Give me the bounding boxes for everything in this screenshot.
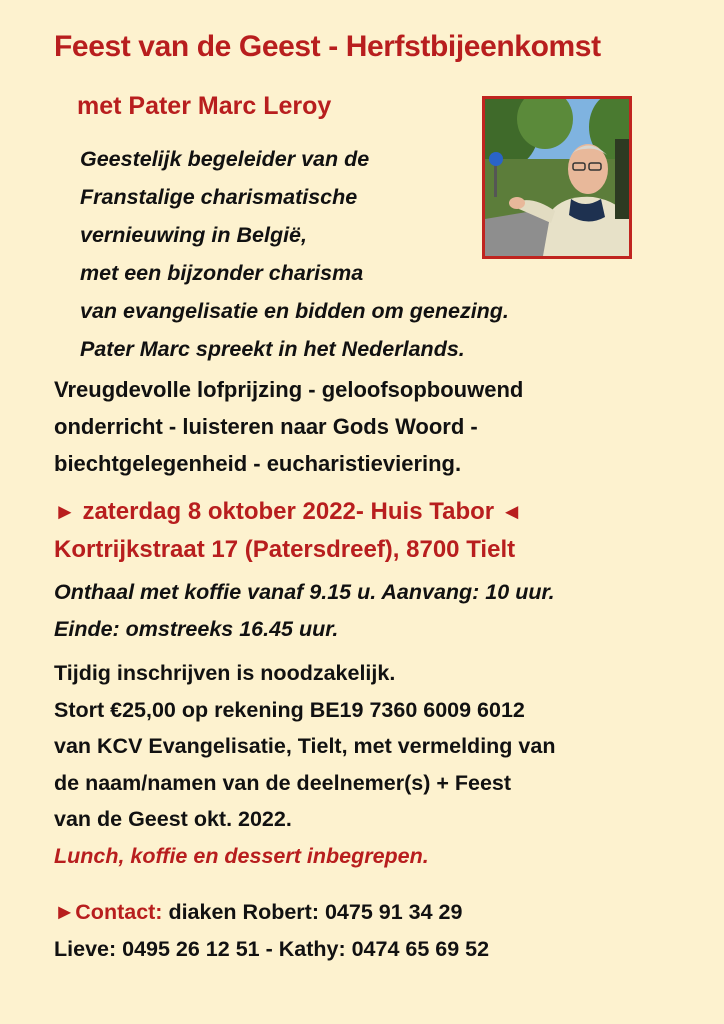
registration-line: Stort €25,00 op rekening BE19 7360 6009 6012: [54, 697, 525, 722]
contact-info: [54, 894, 489, 968]
description-line: Pater Marc spreekt in het Nederlands.: [80, 337, 465, 361]
event-date-place: zaterdag 8 oktober 2022- Huis Tabor: [82, 498, 495, 525]
program-line: onderricht - luisteren naar Gods Woord -: [54, 414, 478, 439]
registration-line: van KCV Evangelisatie, Tielt, met vermelding van: [54, 734, 556, 758]
registration-line: van de Geest okt. 2022.: [54, 807, 292, 831]
description-line: van evangelisatie en bidden om genezing.: [80, 299, 509, 323]
event-address: Kortrijkstraat 17 (Patersdreef), 8700 Tielt: [54, 536, 516, 563]
program-line: biechtgelegenheid - eucharistieviering.: [54, 451, 462, 476]
event-date-line: [54, 493, 523, 531]
registration-line: de naam/namen van de deelnemer(s) + Feest: [54, 770, 512, 795]
description-line: met een bijzonder charisma: [80, 261, 364, 285]
arrow-right-icon: ►: [54, 499, 76, 524]
included-note: Lunch, koffie en dessert inbegrepen.: [54, 843, 429, 868]
registration-info: [54, 655, 555, 874]
arrow-right-icon: ►: [54, 900, 76, 924]
description-line: Franstalige charismatische: [80, 185, 358, 209]
description-line: Geestelijk begeleider van de: [80, 147, 370, 171]
contact-label: Contact:: [75, 900, 163, 924]
contact-others: Lieve: 0495 26 12 51 - Kathy: 0474 65 69 52: [54, 937, 490, 961]
program-text: [54, 371, 523, 482]
start-time: Onthaal met koffie vanaf 9.15 u. Aanvang: 10 uur.: [54, 580, 555, 604]
event-times: [54, 574, 555, 648]
speaker-description: [80, 140, 509, 368]
program-line: Vreugdevolle lofprijzing - geloofsopbouwend: [54, 377, 524, 402]
page-title: Feest van de Geest - Herfstbijeenkomst: [54, 30, 601, 63]
description-line: vernieuwing in België,: [80, 223, 307, 247]
event-details: [54, 493, 523, 569]
contact-robert: diaken Robert: 0475 91 34 29: [168, 900, 463, 924]
arrow-left-icon: ◄: [500, 499, 523, 524]
contact-line-robert: [54, 894, 489, 931]
speaker-heading: met Pater Marc Leroy: [77, 92, 332, 120]
end-time: Einde: omstreeks 16.45 uur.: [54, 617, 339, 641]
registration-line: Tijdig inschrijven is noodzakelijk.: [54, 661, 396, 685]
